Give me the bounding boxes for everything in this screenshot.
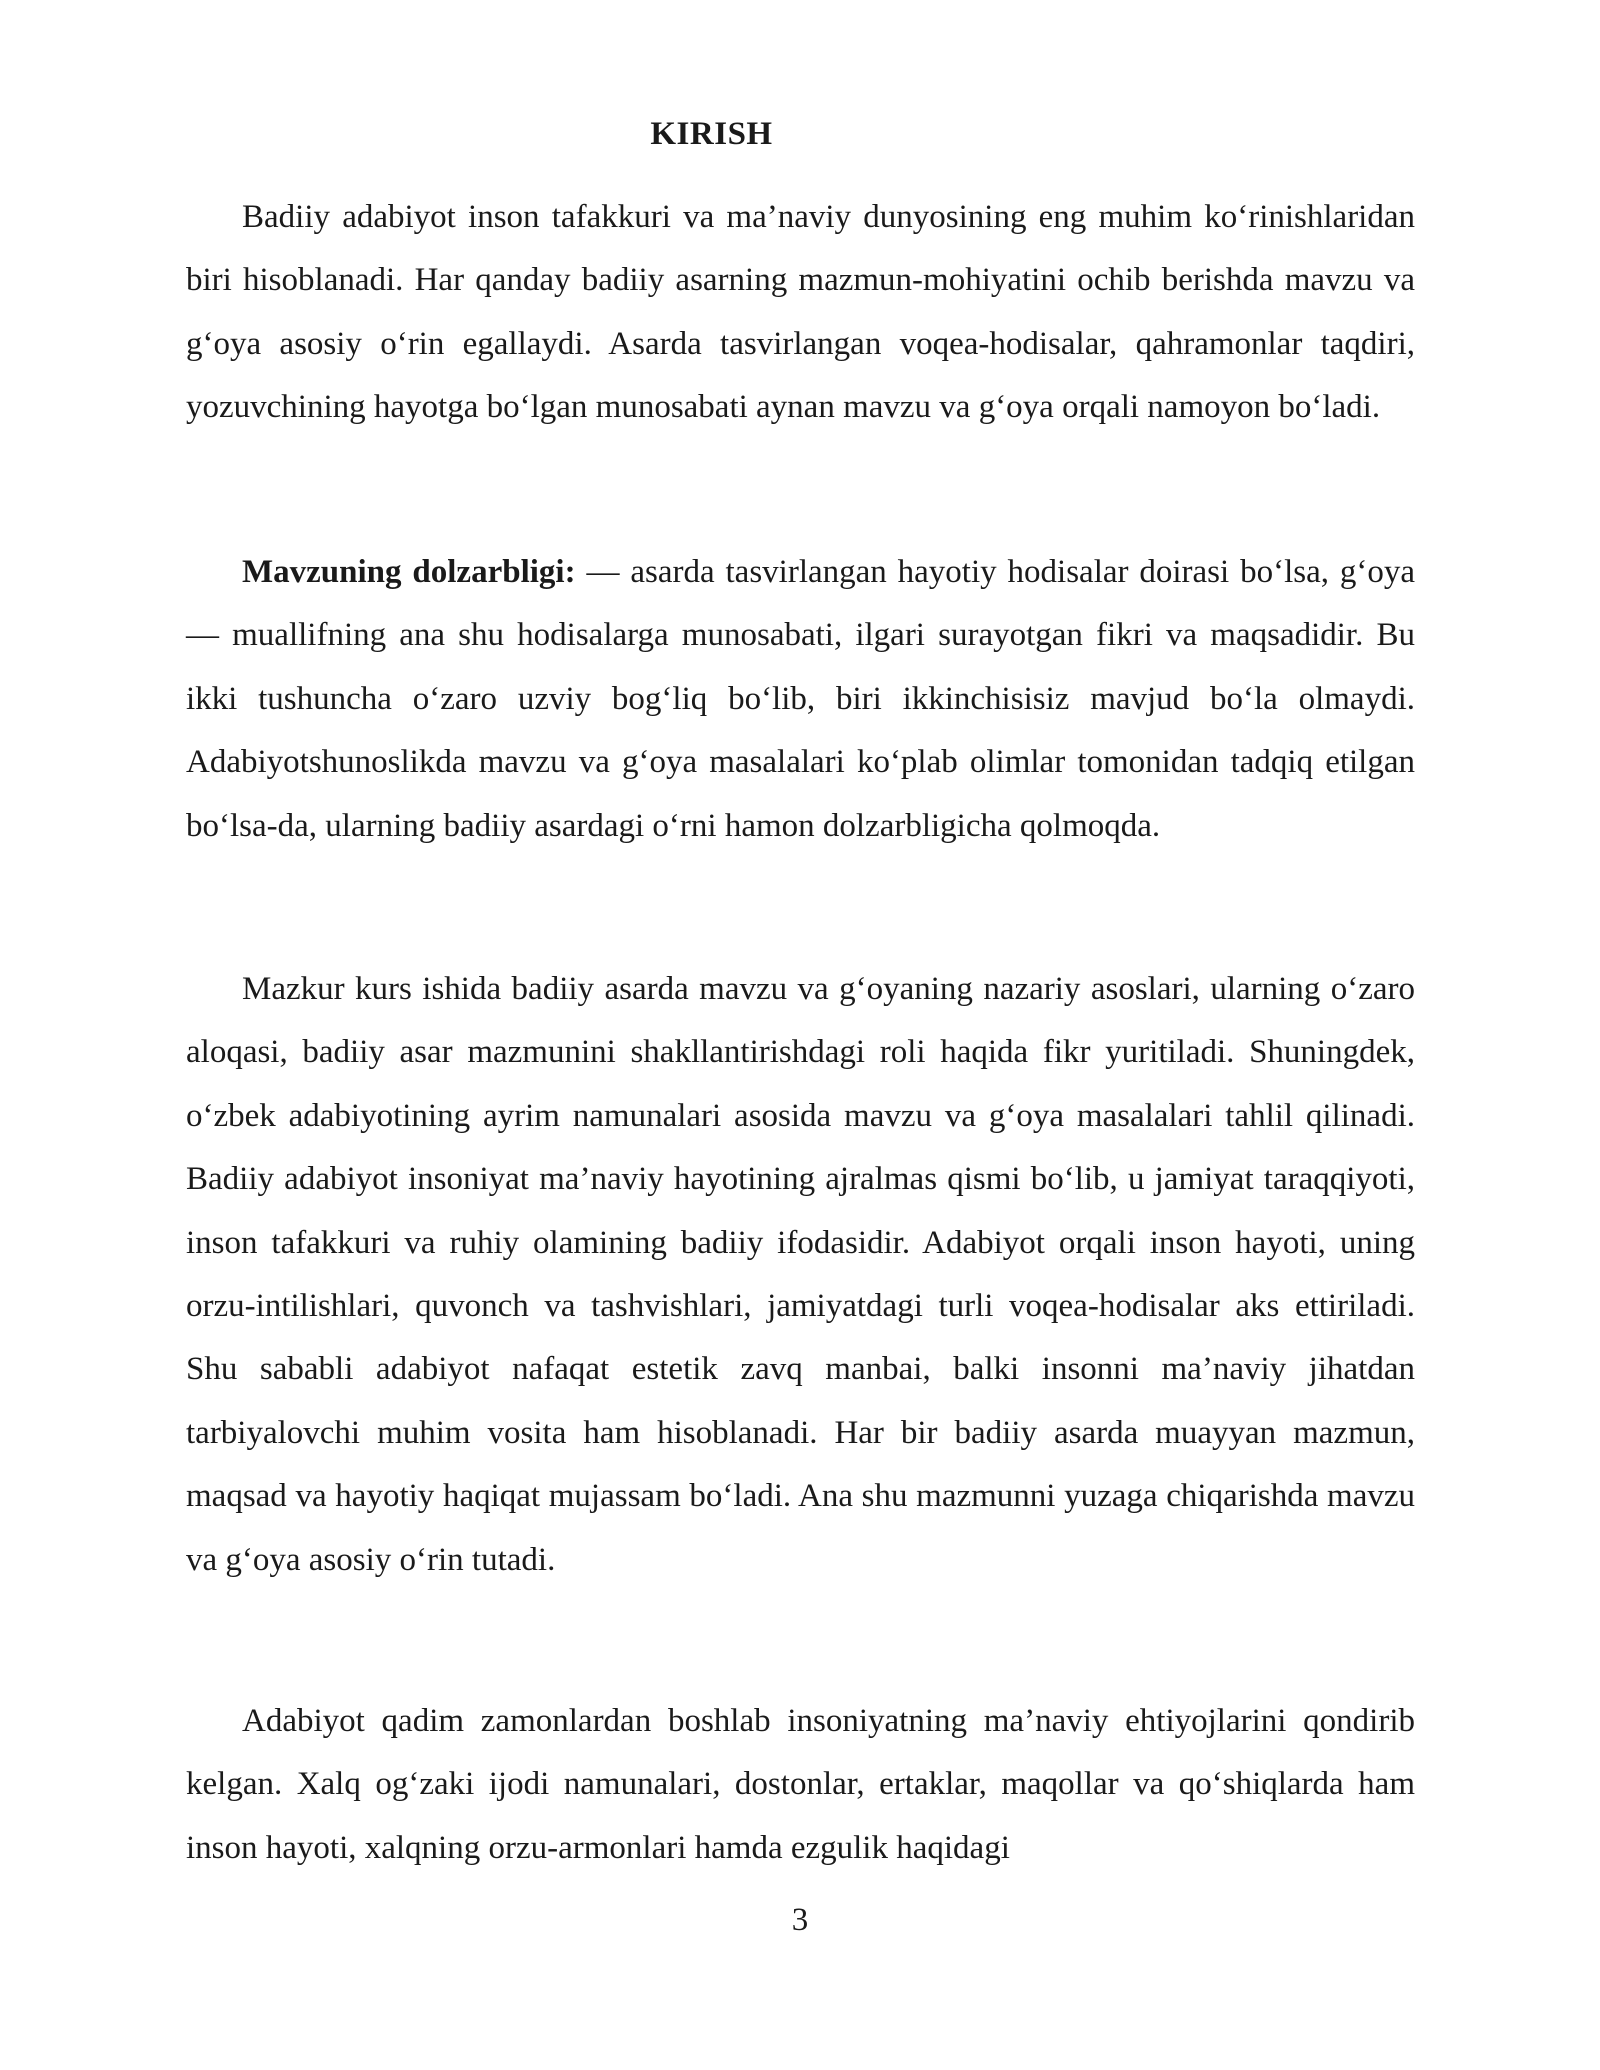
paragraph-3-text: Mazkur kurs ishida badiiy asarda mavzu va g‘oyaning nazariy asoslari, ularning o‘zaro aloqasi, badiiy asar mazmunini shakllantirishdagi roli haqida fikr yuritiladi. Shuningdek, o‘zbek adabiyotining ayrim namunalari asosida mavzu va g‘oya masalalari tahlil qilinadi. Badiiy adabiyot insoniyat ma’naviy hayotining ajralmas qismi bo‘lib, u jamiyat taraqqiyoti, inson tafakkuri va ruhiy olamining badiiy ifodasidir. Adabiyot orqali inson hayoti, uning orzu-intilishlari, quvonch va tashvishlari, jamiyatdagi turli voqea-hodisalar aks ettiriladi. Shu sababli adabiyot nafaqat estetik zavq manbai, balki insonni ma’naviy jihatdan tarbiyalovchi muhim vosita ham hisoblanadi. Har bir badiiy asarda muayyan mazmun, maqsad va hayotiy haqiqat mujassam bo‘ladi. Ana shu mazmunni yuzaga chiqarishda mavzu va g‘oya asosiy o‘rin tutadi.: [186, 971, 1415, 1578]
paragraph-4: [186, 1690, 1415, 1880]
paragraph-2: [186, 541, 1415, 858]
paragraph-3: [186, 958, 1415, 1592]
page-title: KIRISH: [650, 116, 773, 152]
paragraph-1-text: Badiiy adabiyot inson tafakkuri va ma’naviy dunyosining eng muhim ko‘rinishlaridan biri hisoblanadi. Har qanday badiiy asarning mazmun-mohiyatini ochib berishda mavzu va g‘oya asosiy o‘rin egallaydi. Asarda tasvirlangan voqea-hodisalar, qahramonlar taqdiri, yozuvchining hayotga bo‘lgan munosabati aynan mavzu va g‘oya orqali namoyon bo‘ladi.: [186, 199, 1415, 426]
paragraph-2-lead: Mavzuning dolzarbligi:: [242, 554, 576, 590]
paragraph-4-text: Adabiyot qadim zamonlardan boshlab insoniyatning ma’naviy ehtiyojlarini qondirib kelgan. Xalq og‘zaki ijodi namunalari, dostonlar, ertaklar, maqollar va qo‘shiqlarda ham inson hayoti, xalqning orzu-armonlari hamda ezgulik haqidagi: [186, 1703, 1415, 1866]
page-number: 3: [791, 1902, 809, 1938]
paragraph-1: [186, 186, 1415, 440]
paragraph-2-text: — asarda tasvirlangan hayotiy hodisalar doirasi bo‘lsa, g‘oya — muallifning ana shu hodisalarga munosabati, ilgari surayotgan fikri va maqsadidir. Bu ikki tushuncha o‘zaro uzviy bog‘liq bo‘lib, biri ikkinchisisiz mavjud bo‘la olmaydi. Adabiyotshunoslikda mavzu va g‘oya masalalari ko‘plab olimlar tomonidan tadqiq etilgan bo‘lsa-da, ularning badiiy asardagi o‘rni hamon dolzarbligicha qolmoqda.: [186, 554, 1415, 844]
